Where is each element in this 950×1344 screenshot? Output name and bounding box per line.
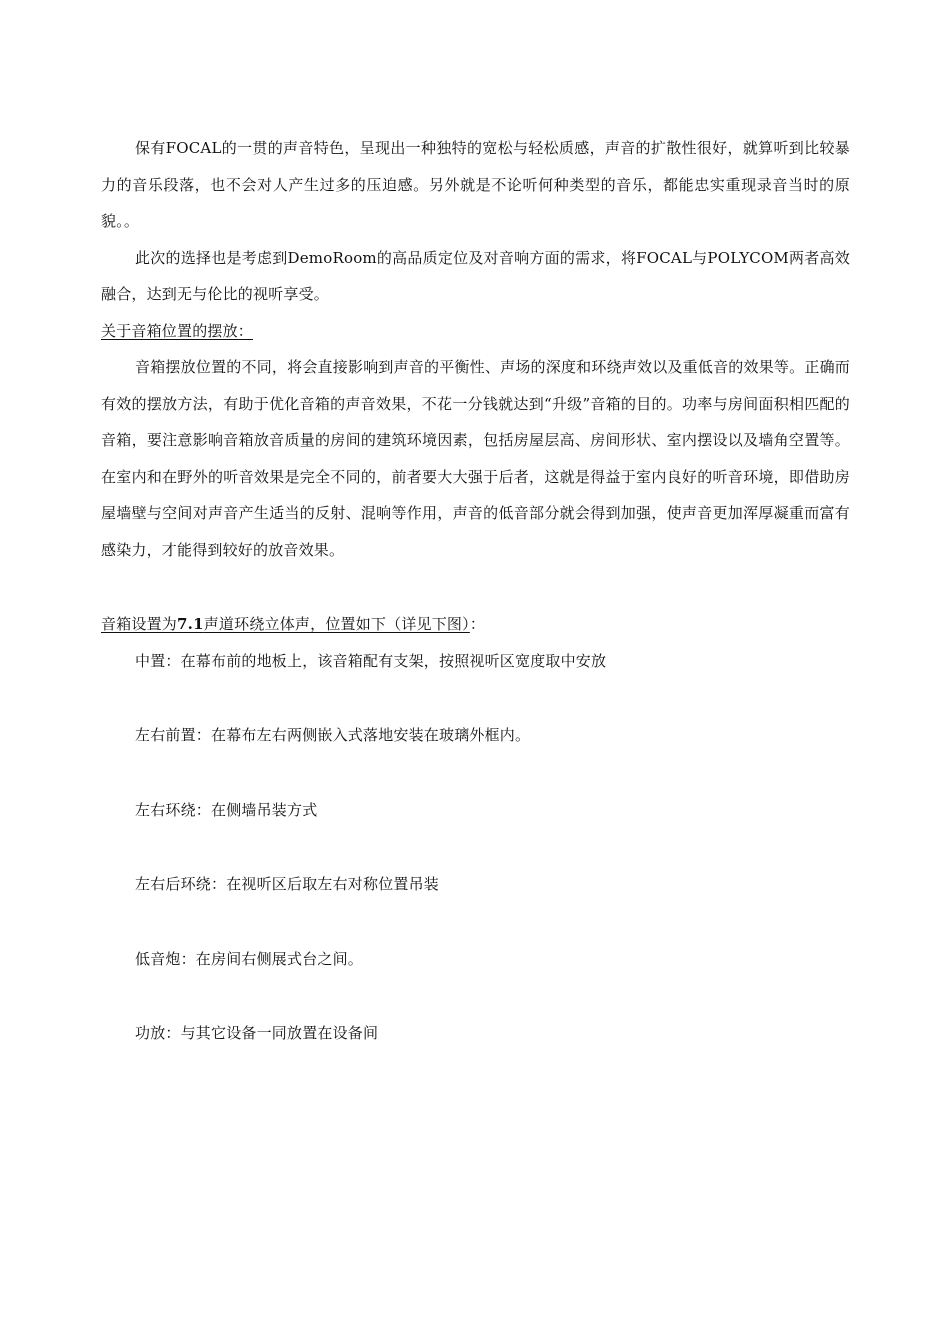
setup-item-center: 中置：在幕布前的地板上，该音箱配有支架，按照视听区宽度取中安放: [135, 651, 607, 670]
heading-speaker-setup: [101, 606, 850, 643]
setup-item-surround: 左右环绕：在侧墙吊装方式: [135, 800, 318, 819]
heading-speaker-placement: [101, 313, 850, 350]
paragraph-placement-detail: 音箱摆放位置的不同，将会直接影响到声音的平衡性、声场的深度和环绕声效以及重低音的效果等。正确而有效的摆放方法，有助于优化音箱的声音效果，不花一分钱就达到“升级”音箱的目的。功率与房间面积相匹配的音箱，要注意影响音箱放音质量的房间的建筑环境因素，包括房屋层高、房间形状、室内摆设以及墙角空置等。在室内和在野外的听音效果是完全不同的，前者要大大强于后者，这就是得益于室内良好的听音环境，即借助房屋墙壁与空间对声音产生适当的反射、混响等作用，声音的低音部分就会得到加强，使声音更加浑厚凝重而富有感染力，才能得到较好的放音效果。: [101, 358, 850, 559]
setup-item-subwoofer: 低音炮：在房间右侧展式台之间。: [135, 949, 364, 968]
document-page: [101, 130, 850, 1052]
heading-speaker-placement-text: 关于音箱位置的摆放：: [101, 321, 254, 340]
setup-item-rear-surround: 左右后环绕：在视听区后取左右对称位置吊装: [135, 875, 440, 893]
heading-speaker-setup-underlined: [101, 615, 470, 633]
heading-setup-prefix: 音箱设置为: [101, 615, 178, 633]
paragraph-demoroom-choice: 此次的选择也是考虑到DemoRoom的高品质定位及对音响方面的需求，将FOCAL与POLYCOM两者高效融合，达到无与伦比的视听享受。: [101, 248, 850, 303]
heading-setup-colon: ：: [469, 615, 486, 633]
paragraph-focal-sound: 保有FOCAL的一贯的声音特色，呈现出一种独特的宽松与轻松质感，声音的扩散性很好，就算听到比较暴力的音乐段落，也不会对人产生过多的压迫感。另外就是不论听何种类型的音乐，都能忠实重现录音当时的原貌。。: [101, 139, 850, 230]
heading-setup-channel: 7.1: [177, 615, 204, 633]
setup-item-amplifier: 功放：与其它设备一同放置在设备间: [135, 1024, 379, 1042]
setup-item-front: 左右前置：在幕布左右两侧嵌入式落地安装在玻璃外框内。: [135, 726, 531, 744]
heading-setup-suffix: 声道环绕立体声，位置如下（详见下图）: [203, 615, 470, 633]
